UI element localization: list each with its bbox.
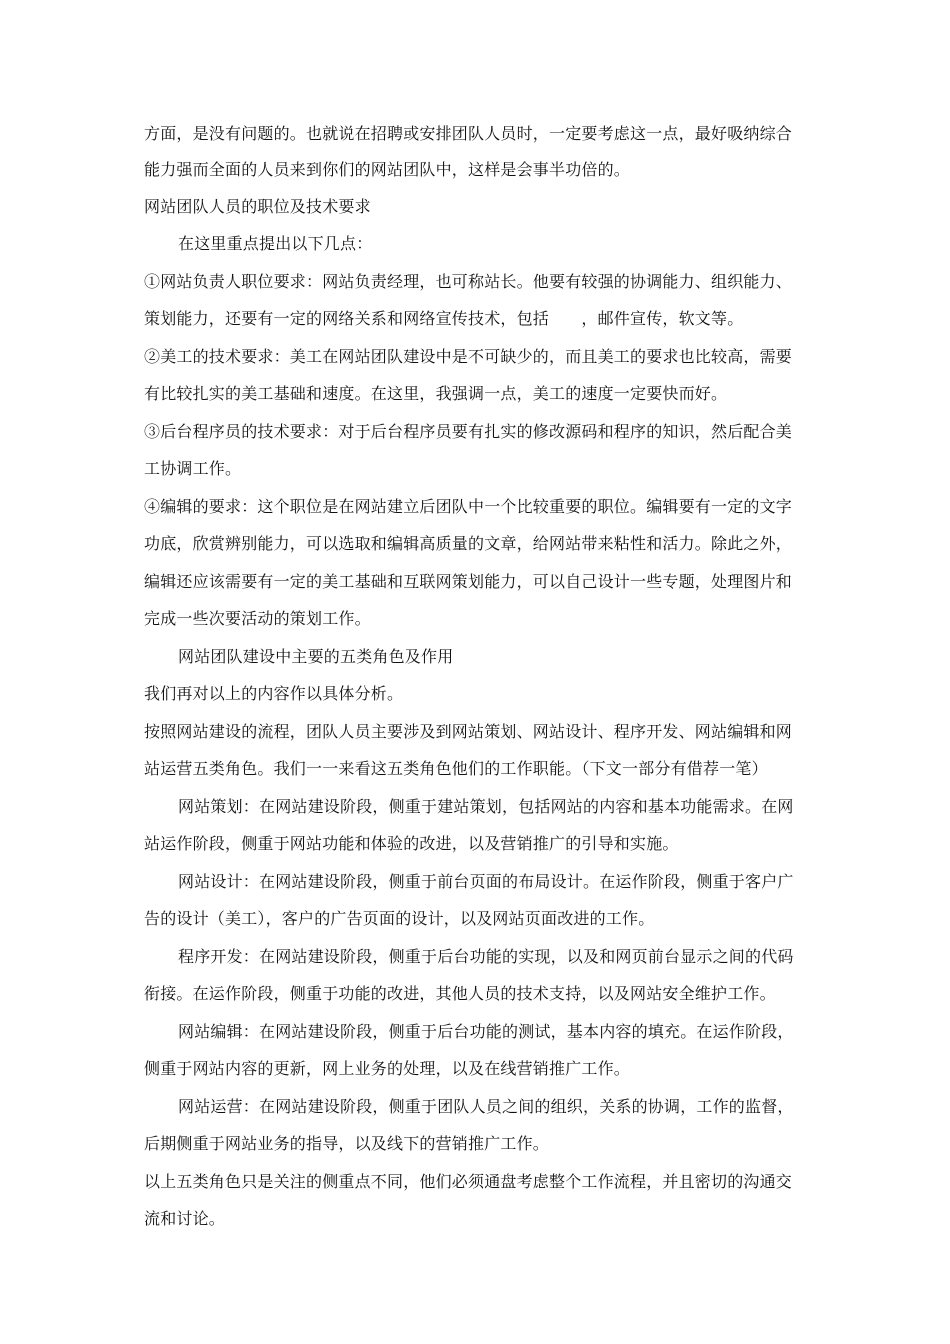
section-heading: 网站团队建设中主要的五类角色及作用 [178,647,454,666]
text-line: 流和讨论。 [144,1209,226,1228]
text-line: 完成一些次要活动的策划工作。 [144,609,371,628]
text-line: ②美工的技术要求：美工在网站团队建设中是不可缺少的，而且美工的要求也比较高，需要 [144,347,793,366]
text-line: 网站设计：在网站建设阶段，侧重于前台页面的布局设计。在运作阶段，侧重于客户广 [178,872,794,891]
section-heading: 网站团队人员的职位及技术要求 [144,197,371,216]
text-line: 我们再对以上的内容作以具体分析。 [144,684,404,703]
text-line: 工协调工作。 [144,459,242,478]
text-line: 告的设计（美工），客户的广告页面的设计，以及网站页面改进的工作。 [144,909,655,928]
text-line: 功底，欣赏辨别能力，可以选取和编辑高质量的文章，给网站带来粘性和活力。除此之外， [144,534,793,553]
text-line: 网站编辑：在网站建设阶段，侧重于后台功能的测试，基本内容的填充。在运作阶段， [178,1022,794,1041]
text-line: 网站运营：在网站建设阶段，侧重于团队人员之间的组织，关系的协调，工作的监督， [178,1097,794,1116]
text-line: 以上五类角色只是关注的侧重点不同，他们必须通盘考虑整个工作流程，并且密切的沟通交 [144,1172,793,1191]
text-line: 有比较扎实的美工基础和速度。在这里，我强调一点，美工的速度一定要快而好。 [144,384,728,403]
text-line: 在这里重点提出以下几点： [178,234,373,253]
text-line: 编辑还应该需要有一定的美工基础和互联网策划能力，可以自己设计一些专题，处理图片和 [144,572,793,591]
text-line: 按照网站建设的流程，团队人员主要涉及到网站策划、网站设计、程序开发、网站编辑和网 [144,722,793,741]
text-line: ③后台程序员的技术要求：对于后台程序员要有扎实的修改源码和程序的知识，然后配合美 [144,422,793,441]
text-line: 能力强而全面的人员来到你们的网站团队中，这样是会事半功倍的。 [144,160,631,179]
text-line: ①网站负责人职位要求：网站负责经理，也可称站长。他要有较强的协调能力、组织能力、 [144,272,793,291]
text-line: 站运作阶段，侧重于网站功能和体验的改进，以及营销推广的引导和实施。 [144,834,679,853]
text-line: 后期侧重于网站业务的指导，以及线下的营销推广工作。 [144,1134,550,1153]
text-line: ④编辑的要求：这个职位是在网站建立后团队中一个比较重要的职位。编辑要有一定的文字 [144,497,793,516]
text-line: 程序开发：在网站建设阶段，侧重于后台功能的实现，以及和网页前台显示之间的代码 [178,947,794,966]
text-line: 网站策划：在网站建设阶段，侧重于建站策划，包括网站的内容和基本功能需求。在网 [178,797,794,816]
text-line: 方面，是没有问题的。也就说在招聘或安排团队人员时，一定要考虑这一点，最好吸纳综合 [144,124,793,143]
text-line: 站运营五类角色。我们一一来看这五类角色他们的工作职能。（下文一部分有借荐一笔） [144,759,768,778]
text-line: 策划能力，还要有一定的网络关系和网络宣传技术，包括 ，邮件宣传，软文等。 [144,309,744,328]
text-line: 衔接。在运作阶段，侧重于功能的改进，其他人员的技术支持，以及网站安全维护工作。 [144,984,776,1003]
text-line: 侧重于网站内容的更新，网上业务的处理，以及在线营销推广工作。 [144,1059,631,1078]
